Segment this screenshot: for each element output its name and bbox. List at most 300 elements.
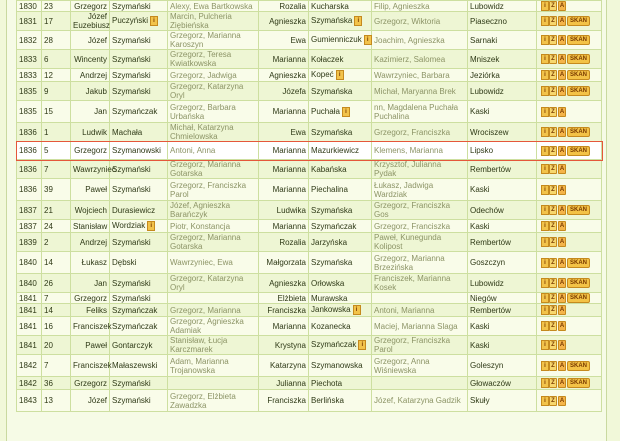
place-cell	[468, 201, 537, 220]
mother-first-name-cell-text: Agnieszka	[269, 16, 306, 26]
mother-first-name-cell-text: Rozalia	[279, 1, 306, 11]
record-number-cell-text: 26	[44, 278, 53, 288]
record-number-cell	[42, 142, 71, 160]
skan-button[interactable]: SKAN	[567, 86, 590, 96]
mother-first-name-cell	[259, 12, 309, 31]
info-icon[interactable]: i	[541, 86, 549, 96]
skan-button[interactable]: SKAN	[567, 361, 590, 371]
info-icon[interactable]: i	[541, 396, 549, 406]
record-number-cell	[42, 82, 71, 101]
mother-first-name-cell-text: Marianna	[272, 146, 306, 155]
first-name-cell	[71, 233, 110, 252]
parents-cell	[168, 123, 259, 142]
place-cell-text: Goleszyn	[470, 361, 504, 370]
year-cell-text: 1837	[19, 221, 37, 231]
first-name-cell	[71, 69, 110, 82]
mother-first-name-cell-text: Agnieszka	[269, 70, 306, 80]
last-name-cell-text: Małaszewski	[112, 361, 158, 370]
record-number-cell-text: 21	[44, 205, 53, 215]
godparents-cell-text: Łukasz, Jadwiga Wardziak	[374, 180, 434, 199]
mother-first-name-cell-text: Elżbieta	[277, 293, 306, 303]
parents-cell-text: Stanisław, Łucja Karczmarek	[170, 336, 228, 354]
first-name-cell	[71, 390, 110, 412]
first-name-cell-text: Wincenty	[74, 54, 107, 64]
place-cell	[468, 317, 537, 336]
info-icon[interactable]: i	[541, 107, 549, 117]
table-row	[17, 355, 602, 377]
last-name-cell-text: Szymański	[112, 70, 151, 80]
first-name-cell-text: Paweł	[85, 185, 107, 194]
mother-first-name-cell	[259, 390, 309, 412]
table-row	[17, 179, 602, 201]
last-name-cell-text: Szymański	[112, 278, 151, 288]
skan-button[interactable]: SKAN	[567, 278, 590, 288]
mother-last-name-cell-text: Piechalina	[311, 185, 348, 194]
last-name-cell-text: Szymański	[112, 396, 151, 405]
parents-cell-text: Wawrzyniec, Ewa	[170, 258, 233, 267]
last-name-cell	[110, 293, 168, 304]
godparents-cell	[372, 82, 468, 101]
record-number-cell	[42, 160, 71, 179]
info-icon[interactable]: i	[541, 1, 549, 11]
table-row	[17, 220, 602, 233]
mother-last-name-cell	[309, 160, 372, 179]
a-icon[interactable]: A	[559, 3, 565, 9]
year-cell	[17, 201, 42, 220]
mother-last-name-cell	[309, 293, 372, 304]
info-icon[interactable]: i	[353, 305, 361, 315]
mother-first-name-cell	[259, 274, 309, 293]
godparents-cell-text: nn, Magdalena Puchała Puchalina	[374, 102, 459, 121]
record-number-cell	[42, 390, 71, 412]
skan-button[interactable]: SKAN	[567, 16, 590, 26]
z-icon[interactable]: Z	[549, 107, 557, 117]
actions-cell	[537, 69, 602, 82]
mother-last-name-cell-text: Mazurkiewicz	[311, 146, 360, 155]
year-cell-text: 1831	[19, 16, 37, 26]
place-cell	[468, 101, 537, 123]
year-cell	[17, 160, 42, 179]
year-cell	[17, 101, 42, 123]
z-icon[interactable]: Z	[549, 70, 557, 80]
record-number-cell-text: 1	[44, 127, 49, 137]
a-icon[interactable]: A	[559, 342, 565, 348]
table-row	[17, 160, 602, 179]
record-number-cell-text: 16	[44, 321, 53, 331]
mother-first-name-cell-text: Franciszka	[267, 305, 306, 315]
z-icon[interactable]: Z	[549, 86, 557, 96]
mother-first-name-cell	[259, 252, 309, 274]
a-icon[interactable]: A	[559, 207, 565, 213]
skan-button[interactable]: SKAN	[567, 127, 590, 137]
info-icon[interactable]: i	[541, 164, 549, 174]
godparents-cell	[372, 160, 468, 179]
skan-button[interactable]: SKAN	[567, 146, 590, 156]
first-name-cell	[71, 317, 110, 336]
a-icon[interactable]: A	[559, 397, 565, 404]
mother-first-name-cell	[259, 355, 309, 377]
a-icon[interactable]: A	[559, 129, 565, 135]
table-row	[17, 293, 602, 304]
year-cell-text: 1835	[19, 86, 37, 96]
godparents-cell	[372, 390, 468, 412]
godparents-cell-text: Paweł, Kunegunda Kolipost	[374, 233, 442, 251]
z-icon[interactable]: Z	[549, 35, 557, 45]
mother-first-name-cell	[259, 160, 309, 179]
a-icon[interactable]: A	[559, 186, 565, 193]
a-icon[interactable]: A	[559, 323, 565, 329]
godparents-cell-text: Grzegorz, Franciszka	[374, 127, 451, 137]
first-name-cell	[71, 355, 110, 377]
z-icon[interactable]: Z	[549, 278, 557, 288]
last-name-cell-text: Puczyński	[112, 16, 149, 26]
last-name-cell-text: Szymański	[112, 378, 151, 388]
a-icon[interactable]: A	[559, 380, 565, 386]
parents-cell-text: Michał, Katarzyna Chmielowska	[170, 123, 234, 141]
first-name-cell	[71, 252, 110, 274]
godparents-cell-text: Klemens, Marianna	[374, 146, 443, 155]
info-icon[interactable]: i	[541, 321, 549, 331]
info-icon[interactable]: i	[150, 16, 158, 26]
actions-cell	[537, 293, 602, 304]
info-icon[interactable]: i	[354, 16, 362, 26]
parents-cell	[168, 142, 259, 160]
z-icon[interactable]: Z	[549, 321, 557, 331]
mother-last-name-cell	[309, 201, 372, 220]
last-name-cell	[110, 201, 168, 220]
parents-cell	[168, 336, 259, 355]
first-name-cell-text: Grzegorz	[74, 378, 107, 388]
record-number-cell	[42, 201, 71, 220]
table-row	[17, 12, 602, 31]
skan-button[interactable]: SKAN	[567, 258, 590, 268]
actions-cell	[537, 12, 602, 31]
year-cell-text: 1832	[19, 35, 37, 45]
year-cell	[17, 31, 42, 50]
info-icon[interactable]: i	[541, 305, 549, 315]
record-number-cell	[42, 101, 71, 123]
mother-last-name-cell-text: Szymanowska	[311, 361, 363, 370]
a-icon[interactable]: A	[559, 37, 565, 43]
info-icon[interactable]: i	[541, 293, 549, 303]
last-name-cell	[110, 142, 168, 160]
skan-button[interactable]: SKAN	[567, 35, 590, 45]
z-icon[interactable]: Z	[549, 185, 557, 195]
z-icon[interactable]: Z	[549, 164, 557, 174]
place-cell-text: Lubowidz	[470, 278, 504, 288]
a-icon[interactable]: A	[559, 147, 565, 154]
parents-cell	[168, 69, 259, 82]
info-icon[interactable]: i	[541, 16, 549, 26]
table-row	[17, 31, 602, 50]
a-icon[interactable]: A	[559, 280, 565, 286]
a-icon[interactable]: A	[559, 295, 565, 301]
place-cell	[468, 82, 537, 101]
place-cell-text: Odechów	[470, 205, 504, 215]
first-name-cell-text: Grzegorz	[74, 293, 107, 303]
actions-cell	[537, 252, 602, 274]
mother-first-name-cell	[259, 201, 309, 220]
first-name-cell	[71, 31, 110, 50]
z-icon[interactable]: Z	[549, 205, 557, 215]
year-cell-text: 1841	[19, 340, 37, 350]
z-icon[interactable]: Z	[549, 258, 557, 268]
record-number-cell	[42, 31, 71, 50]
record-number-cell	[42, 293, 71, 304]
parents-cell-text: Grzegorz, Marianna	[170, 305, 241, 315]
year-cell	[17, 82, 42, 101]
parents-cell	[168, 101, 259, 123]
mother-first-name-cell-text: Józefa	[282, 86, 306, 96]
godparents-cell	[372, 179, 468, 201]
last-name-cell	[110, 336, 168, 355]
place-cell-text: Lubowidz	[470, 1, 504, 11]
record-number-cell-text: 14	[44, 305, 53, 315]
godparents-cell	[372, 293, 468, 304]
year-cell	[17, 274, 42, 293]
mother-last-name-cell	[309, 12, 372, 31]
godparents-cell-text: Michał, Maryanna Brek	[374, 86, 456, 96]
table-row	[17, 82, 602, 101]
parents-cell-text: Grzegorz, Agnieszka Adamiak	[170, 317, 244, 335]
info-icon[interactable]: i	[541, 258, 549, 268]
table-row	[17, 377, 602, 390]
parents-cell-text: Grzegorz, Marianna Karoszyn	[170, 31, 241, 49]
godparents-cell	[372, 142, 468, 160]
mother-first-name-cell	[259, 50, 309, 69]
table-row	[17, 101, 602, 123]
parents-cell-text: Grzegorz, Elżbieta Zawadzka	[170, 391, 236, 410]
info-icon[interactable]: i	[147, 221, 155, 231]
info-icon[interactable]: i	[541, 378, 549, 388]
a-icon[interactable]: A	[559, 72, 565, 78]
records-table	[16, 0, 602, 412]
info-icon[interactable]: i	[541, 205, 549, 215]
a-icon[interactable]: A	[559, 307, 565, 313]
record-number-cell	[42, 336, 71, 355]
godparents-cell-text: Antoni, Marianna	[374, 305, 435, 315]
z-icon[interactable]: Z	[549, 361, 557, 371]
info-icon[interactable]: i	[358, 340, 366, 350]
record-number-cell-text: 7	[44, 164, 49, 174]
record-number-cell	[42, 12, 71, 31]
parents-cell	[168, 274, 259, 293]
parents-cell-text: Marcin, Pulcheria Ziębieńska	[170, 12, 232, 30]
record-number-cell-text: 5	[44, 146, 49, 155]
info-icon[interactable]: i	[541, 340, 549, 350]
mother-first-name-cell-text: Marianna	[272, 185, 306, 194]
parents-cell	[168, 201, 259, 220]
last-name-cell-text: Szymańczak	[112, 321, 158, 331]
year-cell	[17, 12, 42, 31]
parents-cell-text: Adam, Marianna Trojanowska	[170, 356, 229, 375]
skan-button[interactable]: SKAN	[567, 70, 590, 80]
place-cell-text: Sarnaki	[470, 35, 498, 45]
last-name-cell	[110, 390, 168, 412]
table-row	[17, 390, 602, 412]
mother-last-name-cell-text: Kabańska	[311, 164, 347, 174]
mother-first-name-cell-text: Franciszka	[267, 396, 306, 405]
a-icon[interactable]: A	[559, 18, 565, 24]
a-icon[interactable]: A	[559, 108, 565, 115]
parents-cell-text: Grzegorz, Teresa Kwiatkowska	[170, 50, 232, 68]
z-icon[interactable]: Z	[549, 378, 557, 388]
last-name-cell-text: Szymański	[112, 293, 151, 303]
record-number-cell-text: 7	[44, 361, 49, 370]
table-row	[17, 69, 602, 82]
info-icon[interactable]: i	[541, 70, 549, 80]
a-icon[interactable]: A	[559, 88, 565, 94]
last-name-cell	[110, 355, 168, 377]
first-name-cell-text: Grzegorz	[74, 1, 107, 11]
mother-first-name-cell	[259, 101, 309, 123]
first-name-cell-text: Ludwik	[82, 127, 107, 137]
godparents-cell-text: Grzegorz, Franciszka	[374, 221, 451, 231]
first-name-cell-text: Franciszek	[73, 361, 112, 370]
actions-cell	[537, 82, 602, 101]
year-cell	[17, 69, 42, 82]
mother-last-name-cell	[309, 233, 372, 252]
mother-last-name-cell	[309, 336, 372, 355]
parents-cell-text: Alexy, Ewa Bartkowska	[170, 1, 253, 11]
a-icon[interactable]: A	[559, 223, 565, 229]
mother-last-name-cell	[309, 69, 372, 82]
a-icon[interactable]: A	[559, 239, 565, 245]
mother-last-name-cell-text: Jankowska	[311, 305, 351, 315]
z-icon[interactable]: Z	[549, 16, 557, 26]
record-number-cell	[42, 69, 71, 82]
first-name-cell-text: Józef	[87, 396, 107, 405]
z-icon[interactable]: Z	[549, 54, 557, 64]
info-icon[interactable]: i	[541, 185, 549, 195]
parents-cell	[168, 317, 259, 336]
place-cell-text: Wrociszew	[470, 127, 509, 137]
mother-last-name-cell	[309, 31, 372, 50]
actions-cell	[537, 142, 602, 160]
last-name-cell-text: Szymański	[112, 86, 151, 96]
record-number-cell-text: 2	[44, 237, 49, 247]
place-cell	[468, 377, 537, 390]
skan-button[interactable]: SKAN	[567, 293, 590, 303]
a-icon[interactable]: A	[559, 56, 565, 62]
info-icon[interactable]: i	[541, 127, 549, 137]
mother-last-name-cell-text: Kołaczek	[311, 54, 344, 64]
year-cell	[17, 50, 42, 69]
mother-first-name-cell-text: Agnieszka	[269, 278, 306, 288]
mother-first-name-cell-text: Marianna	[272, 54, 306, 64]
godparents-cell-text: Grzegorz, Franciszka Parol	[374, 336, 451, 354]
z-icon[interactable]: Z	[549, 237, 557, 247]
godparents-cell-text: Kazimierz, Salomea	[374, 54, 446, 64]
place-cell	[468, 274, 537, 293]
last-name-cell	[110, 1, 168, 12]
info-icon[interactable]: i	[342, 107, 350, 117]
a-icon[interactable]: A	[559, 259, 565, 266]
place-cell-text: Rembertów	[470, 164, 511, 174]
info-icon[interactable]: i	[364, 35, 372, 45]
z-icon[interactable]: Z	[549, 305, 557, 315]
a-icon[interactable]: A	[559, 362, 565, 369]
first-name-cell-text: Wojciech	[74, 205, 107, 215]
first-name-cell	[71, 101, 110, 123]
info-icon[interactable]: i	[541, 221, 549, 231]
a-icon[interactable]: A	[559, 166, 565, 172]
actions-cell	[537, 377, 602, 390]
last-name-cell	[110, 317, 168, 336]
mother-last-name-cell-text: Orłowska	[311, 278, 345, 288]
mother-first-name-cell	[259, 82, 309, 101]
last-name-cell-text: Szymański	[112, 35, 151, 45]
mother-first-name-cell-text: Krystyna	[274, 340, 306, 350]
year-cell	[17, 220, 42, 233]
place-cell-text: Kaski	[470, 107, 490, 116]
mother-last-name-cell-text: Gumienniczuk	[311, 35, 362, 45]
record-number-cell-text: 36	[44, 378, 53, 388]
info-icon[interactable]: i	[541, 35, 549, 45]
record-number-cell-text: 15	[44, 107, 53, 116]
last-name-cell	[110, 82, 168, 101]
place-cell-text: Kaski	[470, 221, 490, 231]
info-icon[interactable]: i	[541, 361, 549, 371]
godparents-cell	[372, 304, 468, 317]
z-icon[interactable]: Z	[549, 340, 557, 350]
godparents-cell-text: Joachim, Agnieszka	[374, 35, 445, 45]
table-row-highlighted	[17, 142, 602, 160]
info-icon[interactable]: i	[541, 54, 549, 64]
z-icon[interactable]: Z	[549, 1, 557, 11]
actions-cell	[537, 220, 602, 233]
first-name-cell-text: Paweł	[85, 340, 107, 350]
z-icon[interactable]: Z	[549, 396, 557, 406]
last-name-cell-text: Szymański	[112, 237, 151, 247]
place-cell	[468, 69, 537, 82]
z-icon[interactable]: Z	[549, 146, 557, 156]
godparents-cell-text: Maciej, Marianna Slaga	[374, 321, 458, 331]
year-cell-text: 1839	[19, 237, 37, 247]
info-icon[interactable]: i	[541, 146, 549, 156]
skan-button[interactable]: SKAN	[567, 205, 590, 215]
godparents-cell-text: Grzegorz, Franciszka Gos	[374, 201, 451, 219]
year-cell	[17, 317, 42, 336]
year-cell	[17, 304, 42, 317]
skan-button[interactable]: SKAN	[567, 378, 590, 388]
actions-cell	[537, 31, 602, 50]
info-icon[interactable]: i	[541, 237, 549, 247]
first-name-cell-text: Łukasz	[81, 258, 107, 267]
skan-button[interactable]: SKAN	[567, 54, 590, 64]
first-name-cell	[71, 1, 110, 12]
godparents-cell	[372, 12, 468, 31]
info-icon[interactable]: i	[541, 278, 549, 288]
mother-first-name-cell	[259, 220, 309, 233]
mother-first-name-cell-text: Ewa	[290, 35, 306, 45]
mother-last-name-cell	[309, 274, 372, 293]
last-name-cell-text: Szymański	[112, 54, 151, 64]
z-icon[interactable]: Z	[549, 293, 557, 303]
first-name-cell	[71, 201, 110, 220]
z-icon[interactable]: Z	[549, 221, 557, 231]
info-icon[interactable]: i	[336, 70, 344, 80]
parents-cell-text: Grzegorz, Jadwiga	[170, 70, 237, 80]
first-name-cell	[71, 12, 110, 31]
place-cell-text: Jeziórka	[470, 70, 500, 80]
mother-last-name-cell	[309, 252, 372, 274]
first-name-cell	[71, 142, 110, 160]
place-cell	[468, 336, 537, 355]
mother-first-name-cell-text: Małgorzata	[266, 258, 306, 267]
z-icon[interactable]: Z	[549, 127, 557, 137]
year-cell	[17, 336, 42, 355]
